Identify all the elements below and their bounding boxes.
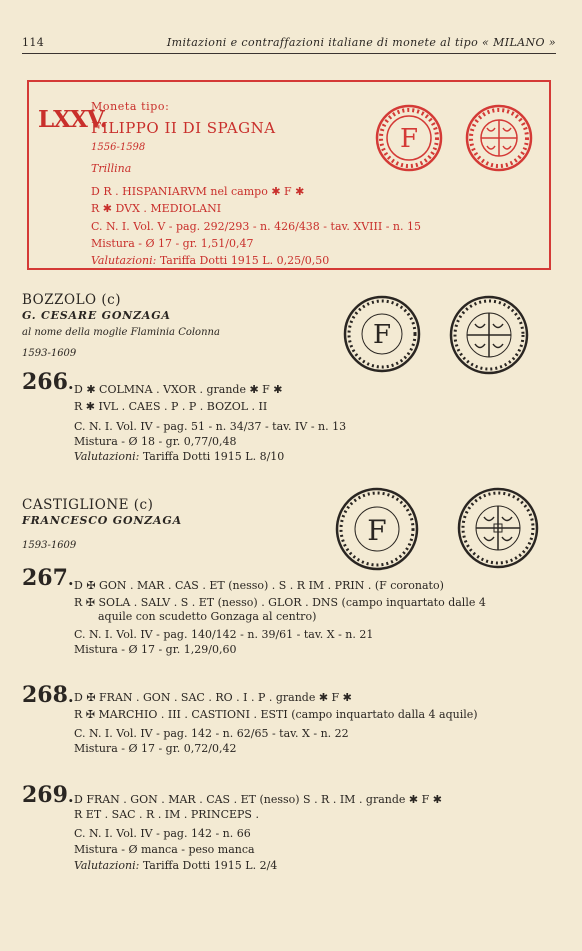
metal-size-weight: Mistura - Ø 17 - gr. 1,29/0,60 xyxy=(74,643,237,656)
svg-text:F: F xyxy=(367,514,387,547)
coin-reverse-image xyxy=(456,486,540,570)
header-rule xyxy=(22,53,556,54)
cni-reference: C. N. I. Vol. V - pag. 292/293 - n. 426/438 - tav. XVIII - n. 15 xyxy=(91,220,421,233)
metal-size-weight: Mistura - Ø 17 - gr. 1,51/0,47 xyxy=(91,237,254,250)
ruler-dates: 1593-1609 xyxy=(22,540,77,551)
cni-reference: C. N. I. Vol. IV - pag. 140/142 - n. 39/61 - tav. X - n. 21 xyxy=(74,628,374,641)
ruler-title: FILIPPO II DI SPAGNA xyxy=(91,119,276,137)
denomination: Trillina xyxy=(91,162,132,175)
moneta-tipo-label: Moneta tipo: xyxy=(91,100,170,113)
svg-text:F: F xyxy=(399,124,419,154)
reverse-mark: R xyxy=(74,596,83,609)
obverse-mark: D xyxy=(74,691,83,704)
reverse-legend: R ✠ MARCHIO . III . CASTIONI . ESTI (campo inquartato dalla 4 aquile) xyxy=(74,708,478,721)
ruler-note: al nome della moglie Flaminia Colonna xyxy=(22,327,220,338)
valutazioni: Valutazioni: Tariffa Dotti 1915 L. 0,25/0,50 xyxy=(91,254,330,267)
obverse-legend: D ✱ COLMNA . VXOR . grande ✱ F ✱ xyxy=(74,383,283,396)
cni-reference: C. N. I. Vol. IV - pag. 142 - n. 62/65 - tav. X - n. 22 xyxy=(74,727,349,740)
cni-reference: C. N. I. Vol. IV - pag. 51 - n. 34/37 - tav. IV - n. 13 xyxy=(74,420,347,433)
reverse-legend: R ✱ DVX . MEDIOLANI xyxy=(91,202,222,215)
ruler-name: FRANCESCO GONZAGA xyxy=(22,514,182,527)
metal-size-weight: Mistura - Ø 18 - gr. 0,77/0,48 xyxy=(74,435,237,448)
valutazioni: Valutazioni: Tariffa Dotti 1915 L. 8/10 xyxy=(74,450,285,463)
svg-text:F: F xyxy=(372,320,392,350)
reverse-legend: R ✱ IVL . CAES . P . P . BOZOL . II xyxy=(74,400,268,413)
obverse-legend: D ✠ FRAN . GON . SAC . RO . I . P . grande ✱ F ✱ xyxy=(74,691,352,704)
running-title: Imitazioni e contraffazioni italiane di monete al tipo « MILANO » xyxy=(166,36,556,49)
obverse-mark: D xyxy=(74,793,83,806)
reverse-legend: R ✠ SOLA . SALV . S . ET (nesso) . GLOR . DNS (campo inquartato dalle 4 xyxy=(74,596,486,609)
coin-obverse-image xyxy=(334,486,420,572)
coin-obverse-image xyxy=(375,104,443,172)
coin-reverse-image xyxy=(448,294,530,376)
obverse-legend: D ✠ GON . MAR . CAS . ET (nesso) . S . R IM . PRIN . (F coronato) xyxy=(74,579,444,592)
reverse-legend-continued: aquile con scudetto Gonzaga al centro) xyxy=(98,610,317,623)
reverse-mark: R xyxy=(74,400,83,413)
coin-reverse-image xyxy=(465,104,533,172)
ruler-dates: 1593-1609 xyxy=(22,348,77,359)
mint-heading: CASTIGLIONE (c) xyxy=(22,497,154,513)
obverse-legend: D FRAN . GON . MAR . CAS . ET (nesso) S . R . IM . grande ✱ F ✱ xyxy=(74,793,442,806)
metal-size-weight: Mistura - Ø 17 - gr. 0,72/0,42 xyxy=(74,742,237,755)
roman-numeral: LXXV. xyxy=(38,106,107,133)
ruler-dates: 1556-1598 xyxy=(91,142,146,153)
cni-reference: C. N. I. Vol. IV - pag. 142 - n. 66 xyxy=(74,827,251,840)
reverse-mark: R xyxy=(91,202,100,215)
reverse-mark: R xyxy=(74,808,83,821)
moneta-tipo-box xyxy=(27,80,551,270)
obverse-mark: D xyxy=(74,383,83,396)
entry-number: 266. xyxy=(22,369,74,395)
valutazioni: Valutazioni: Tariffa Dotti 1915 L. 2/4 xyxy=(74,859,278,872)
reverse-legend: R ET . SAC . R . IM . PRINCEPS . xyxy=(74,808,259,821)
entry-number: 269. xyxy=(22,782,74,808)
obverse-mark: D xyxy=(74,579,83,592)
page-number: 114 xyxy=(22,36,45,49)
metal-size-weight: Mistura - Ø manca - peso manca xyxy=(74,843,255,856)
coin-obverse-image xyxy=(342,294,422,374)
obverse-legend: D R . HISPANIARVM nel campo ✱ F ✱ xyxy=(91,185,305,198)
reverse-mark: R xyxy=(74,708,83,721)
ruler-name: G. CESARE GONZAGA xyxy=(22,309,171,322)
obverse-mark: D xyxy=(91,185,100,198)
mint-heading: BOZZOLO (c) xyxy=(22,292,121,308)
entry-number: 267. xyxy=(22,565,74,591)
entry-number: 268. xyxy=(22,682,74,708)
